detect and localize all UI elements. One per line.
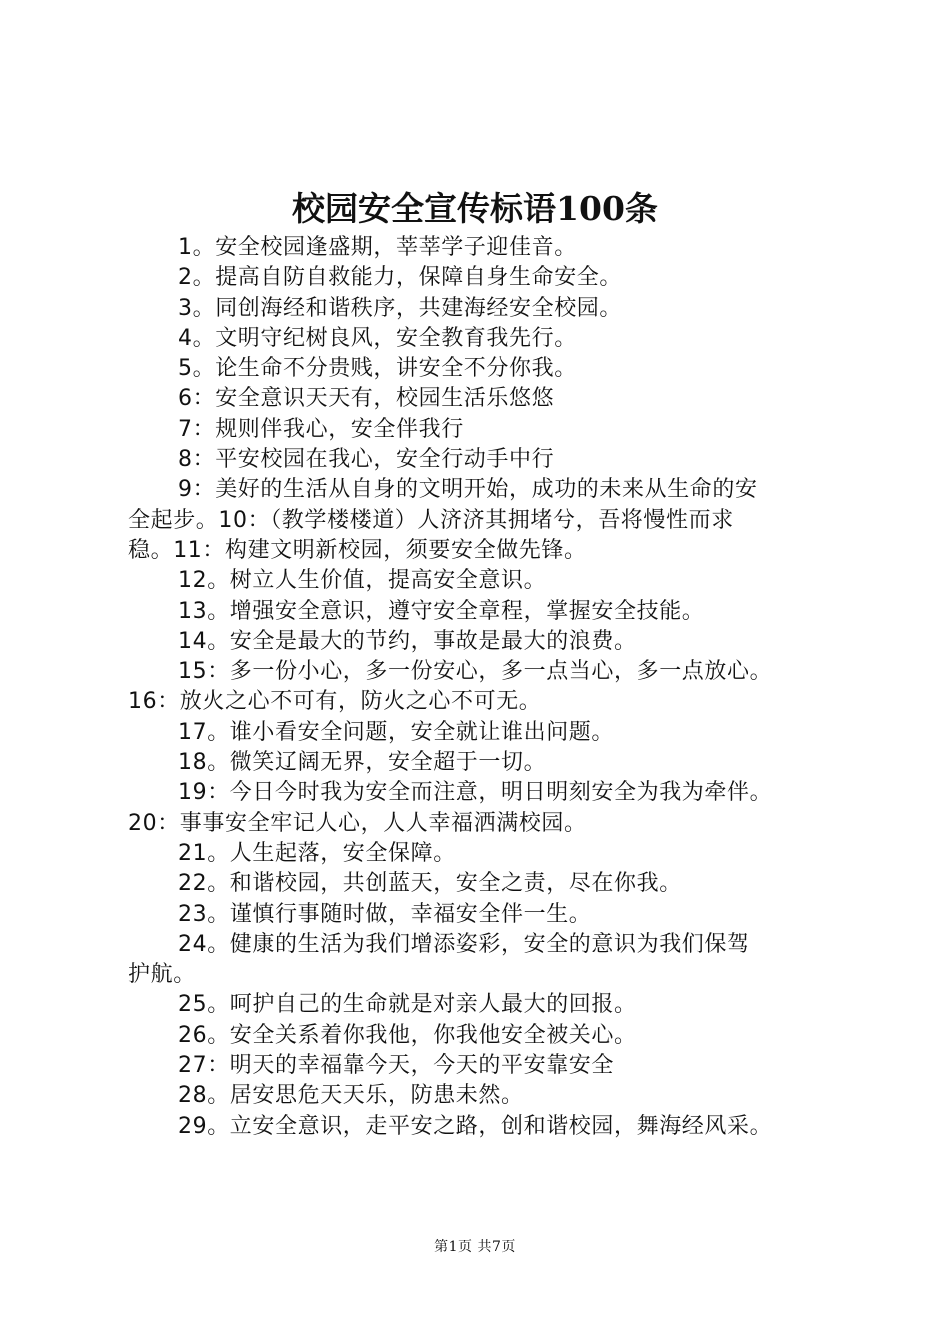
page-footer: 第1页 共7页 xyxy=(434,1239,516,1255)
slogan-list xyxy=(128,233,832,1142)
slogan-line: 5。论生命不分贵贱，讲安全不分你我。 xyxy=(178,356,577,382)
slogan-line: 13。增强安全意识，遵守安全章程，掌握安全技能。 xyxy=(178,598,705,624)
slogan-line: 27：明天的幸福靠今天，今天的平安靠安全 xyxy=(178,1053,614,1079)
slogan-line: 19：今日今时我为安全而注意，明日明刻安全为我为牵伴。 xyxy=(178,780,773,806)
slogan-line: 17。谁小看安全问题，安全就让谁出问题。 xyxy=(178,719,614,745)
slogan-line: 2。提高自防自救能力，保障自身生命安全。 xyxy=(178,265,622,291)
slogan-line: 8：平安校园在我心，安全行动手中行 xyxy=(178,447,555,473)
slogan-line: 26。安全关系着你我他，你我他安全被关心。 xyxy=(178,1022,637,1048)
slogan-line: 稳。11：构建文明新校园，须要安全做先锋。 xyxy=(128,537,587,563)
slogan-line: 9：美好的生活从自身的文明开始，成功的未来从生命的安 xyxy=(178,477,758,503)
slogan-line: 14。安全是最大的节约，事故是最大的浪费。 xyxy=(178,628,637,654)
slogan-line: 15：多一份小心，多一份安心，多一点当心，多一点放心。 xyxy=(178,659,773,685)
slogan-line: 18。微笑辽阔无界，安全超于一切。 xyxy=(178,750,547,776)
slogan-line: 12。树立人生价值，提高安全意识。 xyxy=(178,568,547,594)
slogan-line: 29。立安全意识，走平安之路，创和谐校园，舞海经风采。 xyxy=(178,1113,773,1139)
slogan-line: 25。呵护自己的生命就是对亲人最大的回报。 xyxy=(178,992,637,1018)
slogan-line: 16：放火之心不可有，防火之心不可无。 xyxy=(128,689,542,715)
slogan-line: 1。安全校园逢盛期，莘莘学子迎佳音。 xyxy=(178,235,577,260)
slogan-line: 21。人生起落，安全保障。 xyxy=(178,840,456,866)
slogan-line: 4。文明守纪树良风，安全教育我先行。 xyxy=(178,325,577,351)
slogan-line: 6：安全意识天天有，校园生活乐悠悠 xyxy=(178,386,555,412)
document-title: 校园安全宣传标语100条 xyxy=(292,189,658,228)
slogan-line: 7：规则伴我心，安全伴我行 xyxy=(178,416,464,442)
slogan-line: 护航。 xyxy=(128,962,196,988)
slogan-line: 24。健康的生活为我们增添姿彩，安全的意识为我们保驾 xyxy=(178,931,750,957)
slogan-line: 22。和谐校园，共创蓝天，安全之责，尽在你我。 xyxy=(178,871,682,897)
slogan-line: 3。同创海经和谐秩序，共建海经安全校园。 xyxy=(178,295,622,321)
slogan-line: 23。谨慎行事随时做，幸福安全伴一生。 xyxy=(178,901,592,927)
slogan-line: 全起步。10：（教学楼楼道）人济济其拥堵兮，吾将慢性而求 xyxy=(128,507,734,533)
slogan-line: 20：事事安全牢记人心，人人幸福洒满校园。 xyxy=(128,810,587,836)
slogan-line: 28。居安思危天天乐，防患未然。 xyxy=(178,1083,524,1109)
